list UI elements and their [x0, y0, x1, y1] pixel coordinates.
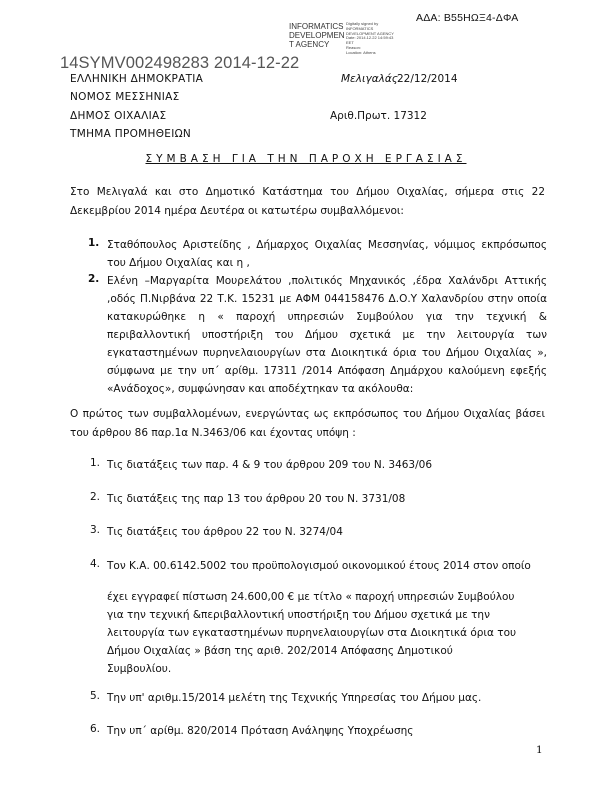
- consideration-item: Τον Κ.Α. 00.6142.5002 του προϋπολογισμού οικονομικού έτους 2014 στον οποίο: [107, 560, 531, 572]
- page-number: 1: [536, 744, 543, 756]
- consideration-continuation: έχει εγγραφεί πίστωση 24.600,00 € με τίτλο « παροχή υπηρεσιών Συμβούλου για την τεχνική &περιβαλλοντική υποστήριξη του Δήμου σχετικά με την λειτουργία των εγκαταστημένων πυρηνελαιουργίων στα Διοικητικά όρια του Δήμου Οιχαλίας » βάση της αριθ. 202/2014 Απόφασης Δημοτικού Συμβουλίου.: [107, 591, 517, 675]
- document-title: ΣΥΜΒΑΣΗ ΓΙΑ ΤΗΝ ΠΑΡΟΧΗ ΕΡΓΑΣΙΑΣ: [145, 153, 467, 165]
- signature-line: INFORMATICS: [346, 25, 374, 31]
- consideration-item: Τις διατάξεις των παρ. 4 & 9 του άρθρου 209 του Ν. 3463/06: [107, 459, 433, 471]
- party-number: 2.: [88, 273, 100, 285]
- signature-line: DEVELOPMENT AGENCY: [346, 30, 394, 36]
- document-date: 22/12/2014: [397, 73, 458, 85]
- consideration-number: 6.: [90, 723, 101, 735]
- consideration-item: Τις διατάξεις της παρ 13 του άρθρου 20 του Ν. 3731/08: [107, 493, 406, 505]
- document-place: Μελιγαλάς: [341, 73, 398, 85]
- consideration-item: Την υπ΄ αρίθμ. 820/2014 Πρόταση Ανάληψης Υποχρέωσης: [107, 725, 414, 737]
- consideration-number: 3.: [90, 524, 101, 536]
- document-stamp: 14SYMV002498283 2014-12-22: [60, 54, 300, 72]
- party-item: Ελένη –Μαργαρίτα Μουρελάτου ,πολιτικός Μηχανικός ,έδρα Χαλάνδρι Αττικής ,οδός Π.Νιρβάνα 22 Τ.Κ. 15231 με ΑΦΜ 044158476 Δ.Ο.Υ Χαλανδρίου στην οποία κατακυρώθηκε η « παροχή υπηρεσιών Συμβούλου για την τεχνική & περιβαλλοντική υποστήριξη του Δήμου σχετικά με την λειτουργία των εγκαταστημένων πυρηνελαιουργίων στα Διοικητικά όρια του Δήμου Οιχαλίας », σύμφωνα με την υπ΄ αρίθμ. 17311 /2014 Απόφαση Δημάρχου καλούμενη εφεξής «Ανάδοχος», συμφώνησαν και αποδέχτηκαν τα ακόλουθα:: [107, 275, 547, 395]
- consideration-number: 4.: [90, 558, 101, 570]
- letterhead-line: ΕΛΛΗΝΙΚΗ ΔΗΜΟΚΡΑΤΙΑ: [70, 73, 204, 85]
- intro-paragraph: Στο Μελιγαλά και στο Δημοτικό Κατάστημα του Δήμου Οιχαλίας, σήμερα στις 22 Δεκεμβρίου 2014 ημέρα Δευτέρα οι κατωτέρω συμβαλλόμενοι:: [70, 186, 545, 217]
- party-item: Σταθόπουλος Αριστείδης , Δήμαρχος Οιχαλίας Μεσσηνίας, νόμιμος εκπρόσωπος του Δήμου Οιχαλίας και η ,: [107, 239, 547, 269]
- signature-line: Location: Athens: [346, 49, 376, 55]
- letterhead-line: ΤΜΗΜΑ ΠΡΟΜΗΘΕΙΩΝ: [70, 128, 192, 140]
- letterhead-line: ΔΗΜΟΣ ΟΙΧΑΛΙΑΣ: [70, 110, 167, 122]
- consideration-number: 2.: [90, 491, 101, 503]
- letterhead-line: ΝΟΜΟΣ ΜΕΣΣΗΝΙΑΣ: [70, 91, 180, 103]
- preamble-paragraph: Ο πρώτος των συμβαλλομένων, ενεργώντας ως εκπρόσωπος του Δήμου Οιχαλίας βάσει του άρθρου 86 παρ.1α Ν.3463/06 και έχοντας υπόψη :: [70, 408, 545, 439]
- party-number: 1.: [88, 237, 100, 249]
- protocol-number: Αριθ.Πρωτ. 17312: [330, 110, 427, 122]
- signature-line: Date: 2014.12.22 14:59:43: [346, 35, 394, 41]
- consideration-item: Τις διατάξεις του άρθρου 22 του Ν. 3274/04: [107, 526, 343, 538]
- consideration-number: 1.: [90, 457, 101, 469]
- signature-line: Reason:: [346, 44, 361, 50]
- consideration-item: Την υπ' αριθμ.15/2014 μελέτη της Τεχνικής Υπηρεσίας του Δήμου μας.: [107, 692, 482, 704]
- signature-line: Digitally signed by: [346, 21, 379, 26]
- signature-organization: INFORMATICS DEVELOPMEN T AGENCY: [289, 22, 345, 49]
- digital-signature-details: [346, 22, 394, 56]
- consideration-number: 5.: [90, 690, 101, 702]
- signature-line: EET: [346, 40, 354, 46]
- ada-code: ΑΔΑ: Β55ΗΩΞ4-ΔΦΑ: [416, 12, 519, 24]
